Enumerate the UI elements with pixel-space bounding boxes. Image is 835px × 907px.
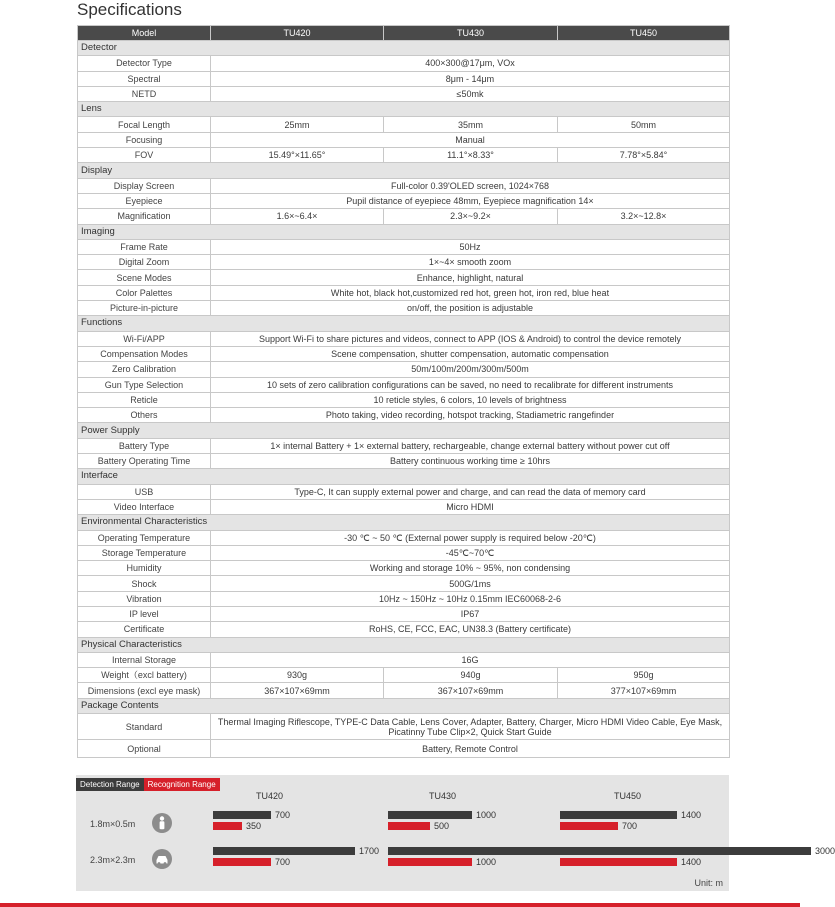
row-value: 400×300@17μm, VOx <box>211 56 730 71</box>
section-title: Display <box>78 163 730 178</box>
row-label: Video Interface <box>78 499 211 514</box>
header-tu430: TU430 <box>384 26 558 41</box>
row-value: ≤50mk <box>211 86 730 101</box>
row-value: 930g <box>211 668 384 683</box>
row-value: Thermal Imaging Riflescope, TYPE-C Data Cable, Lens Cover, Adapter, Battery, Charger, Micro HDMI Video Cable, Eye Mask, Picatinny Tube Clip×2, Quick Start Guide <box>211 714 730 740</box>
row-value: Manual <box>211 132 730 147</box>
row-value: Enhance, highlight, natural <box>211 270 730 285</box>
table-row <box>78 576 730 591</box>
detection-value: 1700 <box>359 846 380 856</box>
recognition-bar <box>560 858 677 866</box>
recognition-value: 500 <box>434 821 450 831</box>
recognition-value: 350 <box>246 821 262 831</box>
table-row <box>78 652 730 667</box>
row-value: Support Wi-Fi to share pictures and videos, connect to APP (IOS & Android) to control the device remotely <box>211 331 730 346</box>
bottom-accent-line <box>0 903 800 907</box>
row-value: 3.2×~12.8× <box>558 209 730 224</box>
table-row <box>78 622 730 637</box>
table-row <box>78 193 730 208</box>
section-title: Physical Characteristics <box>78 637 730 652</box>
row-value: 15.49°×11.65° <box>211 148 384 163</box>
recognition-value: 1400 <box>681 857 702 867</box>
detection-value: 3000 <box>815 846 835 856</box>
table-row <box>78 132 730 147</box>
row-label: Gun Type Selection <box>78 377 211 392</box>
page-title: Specifications <box>77 0 182 19</box>
table-row <box>78 484 730 499</box>
target-size-label: 1.8m×0.5m <box>90 819 136 829</box>
recognition-value: 1000 <box>476 857 497 867</box>
row-value: 11.1°×8.33° <box>384 148 558 163</box>
row-label: Scene Modes <box>78 270 211 285</box>
range-model-tu450: TU450 <box>614 791 642 801</box>
person-icon <box>152 813 172 833</box>
row-label: Detector Type <box>78 56 211 71</box>
table-row <box>78 301 730 316</box>
table-row <box>78 454 730 469</box>
row-value: 1× internal Battery + 1× external battery, rechargeable, change external battery without power cut off <box>211 438 730 453</box>
section-row <box>78 224 730 239</box>
row-value: 7.78°×5.84° <box>558 148 730 163</box>
section-title: Lens <box>78 102 730 117</box>
row-label: Eyepiece <box>78 193 211 208</box>
row-value: 25mm <box>211 117 384 132</box>
row-label: Focal Length <box>78 117 211 132</box>
table-row <box>78 209 730 224</box>
section-row <box>78 423 730 438</box>
row-value: 2.3×~9.2× <box>384 209 558 224</box>
recognition-bar <box>388 858 472 866</box>
table-row <box>78 331 730 346</box>
row-value: 500G/1ms <box>211 576 730 591</box>
recognition-bar <box>388 822 430 830</box>
detection-value: 1400 <box>681 810 702 820</box>
detection-value: 1000 <box>476 810 497 820</box>
row-value: Battery continuous working time ≥ 10hrs <box>211 454 730 469</box>
table-row <box>78 561 730 576</box>
legend-recognition: Recognition Range <box>144 778 220 791</box>
table-row <box>78 71 730 86</box>
row-value: 367×107×69mm <box>384 683 558 698</box>
section-title: Interface <box>78 469 730 484</box>
section-title: Functions <box>78 316 730 331</box>
row-label: IP level <box>78 606 211 621</box>
recognition-value: 700 <box>622 821 638 831</box>
row-label: Battery Operating Time <box>78 454 211 469</box>
row-value: 10Hz ~ 150Hz ~ 10Hz 0.15mm IEC60068-2-6 <box>211 591 730 606</box>
recognition-bar <box>560 822 618 830</box>
row-label: Display Screen <box>78 178 211 193</box>
section-row <box>78 515 730 530</box>
row-label: Digital Zoom <box>78 255 211 270</box>
row-label: Wi-Fi/APP <box>78 331 211 346</box>
table-row <box>78 285 730 300</box>
row-value: -45℃~70℃ <box>211 545 730 560</box>
row-label: Standard <box>78 714 211 740</box>
row-value: Type-C, It can supply external power and charge, and can read the data of memory card <box>211 484 730 499</box>
detection-bar <box>213 847 355 855</box>
section-title: Environmental Characteristics <box>78 515 730 530</box>
row-label: Weight（excl battery) <box>78 668 211 683</box>
header-tu450: TU450 <box>558 26 730 41</box>
recognition-bar <box>213 858 271 866</box>
range-model-tu430: TU430 <box>429 791 457 801</box>
table-row <box>78 408 730 423</box>
row-value: 377×107×69mm <box>558 683 730 698</box>
row-value: RoHS, CE, FCC, EAC, UN38.3 (Battery certificate) <box>211 622 730 637</box>
row-value: Micro HDMI <box>211 499 730 514</box>
row-label: Reticle <box>78 392 211 407</box>
section-title: Power Supply <box>78 423 730 438</box>
row-label: Picture-in-picture <box>78 301 211 316</box>
specifications-table <box>77 25 730 758</box>
table-row <box>78 56 730 71</box>
detection-bar <box>388 811 472 819</box>
row-value: Full-color 0.39'OLED screen, 1024×768 <box>211 178 730 193</box>
legend-detection: Detection Range <box>76 778 144 791</box>
table-row <box>78 86 730 101</box>
row-value: 10 sets of zero calibration configurations can be saved, no need to recalibrate for different instruments <box>211 377 730 392</box>
row-label: Spectral <box>78 71 211 86</box>
row-label: Focusing <box>78 132 211 147</box>
row-value: on/off, the position is adjustable <box>211 301 730 316</box>
table-row <box>78 499 730 514</box>
row-value: Scene compensation, shutter compensation, automatic compensation <box>211 346 730 361</box>
row-label: Others <box>78 408 211 423</box>
target-size-label: 2.3m×2.3m <box>90 855 136 865</box>
detection-bar <box>560 811 677 819</box>
table-row <box>78 438 730 453</box>
row-value: 367×107×69mm <box>211 683 384 698</box>
row-label: Zero Calibration <box>78 362 211 377</box>
row-value: 1×~4× smooth zoom <box>211 255 730 270</box>
row-value: 10 reticle styles, 6 colors, 10 levels of brightness <box>211 392 730 407</box>
car-icon <box>152 849 172 869</box>
recognition-value: 700 <box>275 857 291 867</box>
row-label: Compensation Modes <box>78 346 211 361</box>
row-value: Photo taking, video recording, hotspot tracking, Stadiametric rangefinder <box>211 408 730 423</box>
row-value: Pupil distance of eyepiece 48mm, Eyepiece magnification 14× <box>211 193 730 208</box>
range-legend <box>76 778 220 791</box>
row-label: Vibration <box>78 591 211 606</box>
detection-bar <box>213 811 271 819</box>
detection-value: 700 <box>275 810 291 820</box>
section-row <box>78 469 730 484</box>
row-value: Battery, Remote Control <box>211 740 730 758</box>
table-row <box>78 178 730 193</box>
row-label: Certificate <box>78 622 211 637</box>
section-row <box>78 698 730 713</box>
row-label: Color Palettes <box>78 285 211 300</box>
row-value: White hot, black hot,customized red hot, green hot, iron red, blue heat <box>211 285 730 300</box>
table-row <box>78 270 730 285</box>
row-label: FOV <box>78 148 211 163</box>
table-row <box>78 530 730 545</box>
row-value: -30 ℃ ~ 50 ℃ (External power supply is required below -20℃) <box>211 530 730 545</box>
row-label: Shock <box>78 576 211 591</box>
row-label: Humidity <box>78 561 211 576</box>
row-value: 50mm <box>558 117 730 132</box>
row-value: Working and storage 10% ~ 95%, non condensing <box>211 561 730 576</box>
row-label: Frame Rate <box>78 239 211 254</box>
unit-label: Unit: m <box>694 878 723 888</box>
header-tu420: TU420 <box>211 26 384 41</box>
row-label: Dimensions (excl eye mask) <box>78 683 211 698</box>
table-row <box>78 377 730 392</box>
section-title: Imaging <box>78 224 730 239</box>
table-row <box>78 545 730 560</box>
section-title: Package Contents <box>78 698 730 713</box>
row-value: 950g <box>558 668 730 683</box>
row-label: Battery Type <box>78 438 211 453</box>
row-value: IP67 <box>211 606 730 621</box>
table-row <box>78 591 730 606</box>
table-row <box>78 117 730 132</box>
row-value: 940g <box>384 668 558 683</box>
detection-bar <box>560 847 811 855</box>
recognition-bar <box>213 822 242 830</box>
table-row <box>78 683 730 698</box>
section-title: Detector <box>78 41 730 56</box>
table-row <box>78 668 730 683</box>
section-row <box>78 316 730 331</box>
row-value: 8μm - 14μm <box>211 71 730 86</box>
row-label: Operating Temperature <box>78 530 211 545</box>
range-model-tu420: TU420 <box>256 791 284 801</box>
row-label: USB <box>78 484 211 499</box>
row-value: 50m/100m/200m/300m/500m <box>211 362 730 377</box>
table-row <box>78 346 730 361</box>
table-row <box>78 148 730 163</box>
row-value: 16G <box>211 652 730 667</box>
row-value: 50Hz <box>211 239 730 254</box>
range-panel <box>76 775 835 891</box>
header-model: Model <box>78 26 211 41</box>
section-row <box>78 41 730 56</box>
table-row <box>78 740 730 758</box>
table-row <box>78 392 730 407</box>
table-row <box>78 239 730 254</box>
row-label: Internal Storage <box>78 652 211 667</box>
row-value: 35mm <box>384 117 558 132</box>
table-row <box>78 362 730 377</box>
row-label: Magnification <box>78 209 211 224</box>
row-label: Storage Temperature <box>78 545 211 560</box>
table-row <box>78 606 730 621</box>
table-row <box>78 255 730 270</box>
section-row <box>78 637 730 652</box>
table-header-row <box>78 26 730 41</box>
section-row <box>78 163 730 178</box>
row-label: NETD <box>78 86 211 101</box>
section-row <box>78 102 730 117</box>
table-row <box>78 714 730 740</box>
row-label: Optional <box>78 740 211 758</box>
detection-bar <box>388 847 588 855</box>
row-value: 1.6×~6.4× <box>211 209 384 224</box>
